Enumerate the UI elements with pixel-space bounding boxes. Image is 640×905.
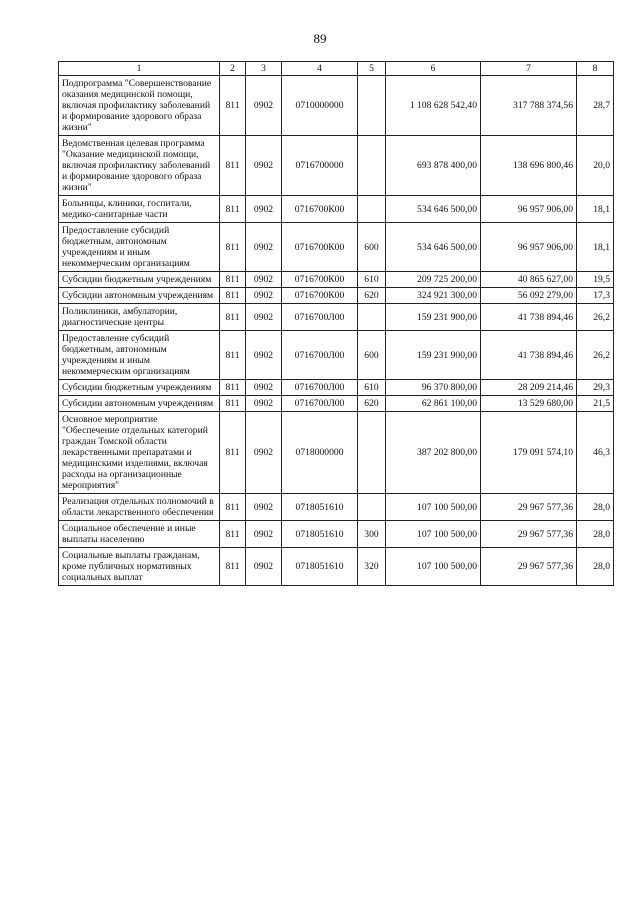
execution-percent-cell: 28,0: [577, 494, 614, 521]
expense-type-cell: [358, 494, 386, 521]
section-code-cell: 0902: [246, 331, 282, 380]
section-code-cell: 0902: [246, 494, 282, 521]
ministry-code-cell: 811: [220, 223, 246, 272]
execution-percent-cell: 26,2: [577, 331, 614, 380]
table-row: [59, 76, 614, 136]
budget-table: [58, 61, 614, 586]
column-header: 5: [358, 62, 386, 76]
executed-amount-cell: 96 957 906,00: [481, 196, 577, 223]
expense-type-cell: 300: [358, 521, 386, 548]
row-name-cell: Ведомственная целевая программа "Оказание медицинской помощи, включая профилактику заболеваний и формирование здорового образа жизни": [59, 136, 220, 196]
table-row: [59, 272, 614, 288]
row-name-cell: Поликлиники, амбулатории, диагностические центры: [59, 304, 220, 331]
expense-type-cell: [358, 76, 386, 136]
column-header: 4: [282, 62, 358, 76]
execution-percent-cell: 18,1: [577, 223, 614, 272]
target-article-cell: 0716700000: [282, 136, 358, 196]
section-code-cell: 0902: [246, 380, 282, 396]
executed-amount-cell: 29 967 577,36: [481, 521, 577, 548]
target-article-cell: 0716700К00: [282, 272, 358, 288]
column-header: 8: [577, 62, 614, 76]
executed-amount-cell: 179 091 574,10: [481, 412, 577, 494]
target-article-cell: 0716700К00: [282, 223, 358, 272]
planned-amount-cell: 534 646 500,00: [386, 196, 481, 223]
table-row: [59, 196, 614, 223]
ministry-code-cell: 811: [220, 396, 246, 412]
row-name-cell: Предоставление субсидий бюджетным, автономным учреждениям и иным некоммерческим организациям: [59, 331, 220, 380]
expense-type-cell: 620: [358, 396, 386, 412]
column-header: 3: [246, 62, 282, 76]
executed-amount-cell: 28 209 214,46: [481, 380, 577, 396]
table-row: [59, 223, 614, 272]
planned-amount-cell: 107 100 500,00: [386, 548, 481, 586]
table-row: [59, 521, 614, 548]
ministry-code-cell: 811: [220, 380, 246, 396]
ministry-code-cell: 811: [220, 272, 246, 288]
target-article-cell: 0716700К00: [282, 196, 358, 223]
executed-amount-cell: 40 865 627,00: [481, 272, 577, 288]
target-article-cell: 0716700Л00: [282, 396, 358, 412]
row-name-cell: Предоставление субсидий бюджетным, автономным учреждениям и иным некоммерческим организациям: [59, 223, 220, 272]
section-code-cell: 0902: [246, 396, 282, 412]
row-name-cell: Субсидии автономным учреждениям: [59, 288, 220, 304]
executed-amount-cell: 317 788 374,56: [481, 76, 577, 136]
expense-type-cell: 620: [358, 288, 386, 304]
executed-amount-cell: 56 092 279,00: [481, 288, 577, 304]
executed-amount-cell: 138 696 800,46: [481, 136, 577, 196]
executed-amount-cell: 41 738 894,46: [481, 304, 577, 331]
execution-percent-cell: 28,0: [577, 521, 614, 548]
target-article-cell: 0716700К00: [282, 288, 358, 304]
section-code-cell: 0902: [246, 136, 282, 196]
planned-amount-cell: 534 646 500,00: [386, 223, 481, 272]
expense-type-cell: [358, 412, 386, 494]
table-row: [59, 136, 614, 196]
expense-type-cell: 600: [358, 331, 386, 380]
column-header: 1: [59, 62, 220, 76]
planned-amount-cell: 96 370 800,00: [386, 380, 481, 396]
execution-percent-cell: 18,1: [577, 196, 614, 223]
target-article-cell: 0718051610: [282, 494, 358, 521]
section-code-cell: 0902: [246, 76, 282, 136]
row-name-cell: Больницы, клиники, госпитали, медико-санитарные части: [59, 196, 220, 223]
planned-amount-cell: 107 100 500,00: [386, 521, 481, 548]
expense-type-cell: 610: [358, 380, 386, 396]
row-name-cell: Субсидии автономным учреждениям: [59, 396, 220, 412]
ministry-code-cell: 811: [220, 412, 246, 494]
section-code-cell: 0902: [246, 223, 282, 272]
ministry-code-cell: 811: [220, 196, 246, 223]
executed-amount-cell: 41 738 894,46: [481, 331, 577, 380]
ministry-code-cell: 811: [220, 304, 246, 331]
execution-percent-cell: 21,5: [577, 396, 614, 412]
planned-amount-cell: 159 231 900,00: [386, 304, 481, 331]
row-name-cell: Основное мероприятие "Обеспечение отдельных категорий граждан Томской области лекарственными препаратами и медицинскими изделиями, включая расходы на организационные мероприятия": [59, 412, 220, 494]
expense-type-cell: 610: [358, 272, 386, 288]
row-name-cell: Реализация отдельных полномочий в области лекарственного обеспечения: [59, 494, 220, 521]
table-row: [59, 288, 614, 304]
section-code-cell: 0902: [246, 521, 282, 548]
table-row: [59, 396, 614, 412]
row-name-cell: Субсидии бюджетным учреждениям: [59, 272, 220, 288]
execution-percent-cell: 29,3: [577, 380, 614, 396]
table-row: [59, 380, 614, 396]
target-article-cell: 0716700Л00: [282, 380, 358, 396]
section-code-cell: 0902: [246, 288, 282, 304]
planned-amount-cell: 159 231 900,00: [386, 331, 481, 380]
executed-amount-cell: 13 529 680,00: [481, 396, 577, 412]
table-row: [59, 548, 614, 586]
execution-percent-cell: 46,3: [577, 412, 614, 494]
ministry-code-cell: 811: [220, 521, 246, 548]
table-row: [59, 304, 614, 331]
row-name-cell: Социальное обеспечение и иные выплаты населению: [59, 521, 220, 548]
column-header: 6: [386, 62, 481, 76]
planned-amount-cell: 209 725 200,00: [386, 272, 481, 288]
target-article-cell: 0716700Л00: [282, 331, 358, 380]
column-header: 7: [481, 62, 577, 76]
execution-percent-cell: 28,7: [577, 76, 614, 136]
planned-amount-cell: 324 921 300,00: [386, 288, 481, 304]
ministry-code-cell: 811: [220, 136, 246, 196]
expense-type-cell: [358, 136, 386, 196]
ministry-code-cell: 811: [220, 494, 246, 521]
table-row: [59, 331, 614, 380]
executed-amount-cell: 29 967 577,36: [481, 494, 577, 521]
target-article-cell: 0710000000: [282, 76, 358, 136]
section-code-cell: 0902: [246, 548, 282, 586]
section-code-cell: 0902: [246, 196, 282, 223]
target-article-cell: 0718051610: [282, 548, 358, 586]
expense-type-cell: 600: [358, 223, 386, 272]
planned-amount-cell: 107 100 500,00: [386, 494, 481, 521]
planned-amount-cell: 387 202 800,00: [386, 412, 481, 494]
target-article-cell: 0718000000: [282, 412, 358, 494]
row-name-cell: Социальные выплаты гражданам, кроме публичных нормативных социальных выплат: [59, 548, 220, 586]
ministry-code-cell: 811: [220, 288, 246, 304]
expense-type-cell: [358, 304, 386, 331]
row-name-cell: Субсидии бюджетным учреждениям: [59, 380, 220, 396]
execution-percent-cell: 26,2: [577, 304, 614, 331]
executed-amount-cell: 96 957 906,00: [481, 223, 577, 272]
page-number: 89: [313, 31, 327, 46]
planned-amount-cell: 693 878 400,00: [386, 136, 481, 196]
execution-percent-cell: 20,0: [577, 136, 614, 196]
execution-percent-cell: 17,3: [577, 288, 614, 304]
target-article-cell: 0718051610: [282, 521, 358, 548]
ministry-code-cell: 811: [220, 548, 246, 586]
planned-amount-cell: 1 108 628 542,40: [386, 76, 481, 136]
table-header-row: [59, 62, 614, 76]
expense-type-cell: 320: [358, 548, 386, 586]
row-name-cell: Подпрограмма "Совершенствование оказания медицинской помощи, включая профилактику заболеваний и формирование здорового образа жизни": [59, 76, 220, 136]
section-code-cell: 0902: [246, 272, 282, 288]
executed-amount-cell: 29 967 577,36: [481, 548, 577, 586]
ministry-code-cell: 811: [220, 76, 246, 136]
expense-type-cell: [358, 196, 386, 223]
execution-percent-cell: 19,5: [577, 272, 614, 288]
target-article-cell: 0716700Л00: [282, 304, 358, 331]
section-code-cell: 0902: [246, 412, 282, 494]
ministry-code-cell: 811: [220, 331, 246, 380]
table-row: [59, 412, 614, 494]
planned-amount-cell: 62 861 100,00: [386, 396, 481, 412]
table-row: [59, 494, 614, 521]
column-header: 2: [220, 62, 246, 76]
execution-percent-cell: 28,0: [577, 548, 614, 586]
section-code-cell: 0902: [246, 304, 282, 331]
